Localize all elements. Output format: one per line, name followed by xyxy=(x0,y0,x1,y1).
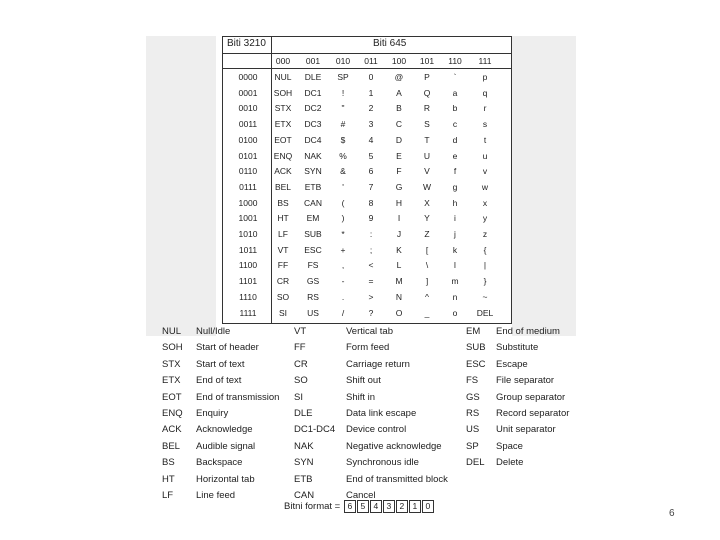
table-cell: t xyxy=(483,134,487,145)
glossary-abbr: LF xyxy=(162,490,174,501)
bit-format-label: Bitni format = xyxy=(284,501,341,512)
control-code-glossary xyxy=(160,322,580,502)
table-cell: DEL xyxy=(476,307,494,318)
bit-format xyxy=(284,500,434,513)
table-cell: ACK xyxy=(274,166,292,177)
table-cell: ESC xyxy=(304,244,322,255)
table-cell: * xyxy=(341,229,345,239)
glossary-description: Shift out xyxy=(346,375,381,387)
column-header: 000 xyxy=(275,56,291,66)
table-cell: R xyxy=(423,103,431,114)
glossary-description: Start of header xyxy=(196,342,259,354)
glossary-description: Space xyxy=(496,440,523,452)
table-cell: # xyxy=(340,119,346,130)
table-cell: ( xyxy=(341,197,345,208)
table-cell: SUB xyxy=(304,229,322,239)
glossary-description: Cancel xyxy=(346,490,376,501)
table-cell: & xyxy=(340,166,346,177)
table-cell: S xyxy=(424,119,430,130)
column-header: 111 xyxy=(478,56,492,66)
glossary-description: Device control xyxy=(346,424,407,436)
table-cell: US xyxy=(307,307,319,318)
glossary-abbr: SI xyxy=(294,391,303,403)
glossary-description: End of transmission xyxy=(196,391,280,403)
glossary-abbr: DC1-DC4 xyxy=(294,424,336,436)
table-cell: ETX xyxy=(274,119,292,130)
table-cell: % xyxy=(339,150,347,161)
table-cell: c xyxy=(452,119,458,130)
glossary-description: Enquiry xyxy=(196,408,229,419)
table-cell: ) xyxy=(341,213,345,224)
bit-box: 1 xyxy=(409,500,421,513)
glossary-abbr: ENQ xyxy=(162,408,183,419)
table-cell: + xyxy=(340,244,346,255)
column-header: 001 xyxy=(305,56,321,66)
glossary-abbr: SOH xyxy=(162,342,183,354)
glossary-description: Delete xyxy=(496,457,524,469)
row-bits-label: 1000 xyxy=(238,197,258,208)
glossary-abbr: HT xyxy=(162,473,175,485)
table-cell: E xyxy=(396,150,402,161)
table-cell: m xyxy=(451,276,459,287)
glossary-description: Group separator xyxy=(496,391,566,403)
ghost-text-left xyxy=(146,36,216,336)
glossary-description: Escape xyxy=(496,358,528,370)
table-cell: 3 xyxy=(368,119,374,130)
table-cell: J xyxy=(396,229,402,239)
table-cell: ETB xyxy=(304,181,322,192)
column-header: 101 xyxy=(419,56,435,66)
table-cell: g xyxy=(452,181,458,192)
table-cell: SOH xyxy=(273,87,293,98)
table-cell: = xyxy=(368,276,374,287)
table-cell: DC1 xyxy=(304,87,322,98)
glossary-abbr: NUL xyxy=(162,326,182,337)
table-cell: N xyxy=(395,291,403,302)
glossary-abbr: FS xyxy=(466,375,479,387)
table-cell: 8 xyxy=(368,197,374,208)
table-cell: ! xyxy=(341,87,345,98)
table-cell: { xyxy=(483,244,487,255)
table-cell: h xyxy=(452,197,458,208)
table-cell: v xyxy=(482,166,488,177)
glossary-description: Audible signal xyxy=(196,440,256,452)
table-cell: FF xyxy=(277,260,289,271)
bit-box: 0 xyxy=(422,500,434,513)
table-cell: Z xyxy=(424,229,430,239)
table-cell: z xyxy=(482,229,488,239)
table-cell: NUL xyxy=(274,72,292,82)
glossary-abbr: EM xyxy=(466,326,481,337)
table-cell: B xyxy=(396,103,402,114)
table-cell: u xyxy=(482,150,488,161)
bits-3210-label: Biti 3210 xyxy=(227,38,266,49)
table-cell: k xyxy=(452,244,458,255)
glossary-description: Record separator xyxy=(496,408,570,419)
glossary-abbr: SO xyxy=(294,375,308,387)
bits-645-label: Biti 645 xyxy=(373,38,407,49)
table-cell: e xyxy=(452,150,458,161)
table-cell: f xyxy=(453,166,457,177)
table-cell: I xyxy=(397,213,401,224)
table-cell: s xyxy=(482,119,488,130)
row-bits-label: 0110 xyxy=(238,166,258,177)
table-cell: " xyxy=(341,103,345,114)
table-cell: o xyxy=(452,307,458,318)
glossary-abbr: CAN xyxy=(294,490,315,501)
table-cell: O xyxy=(395,307,403,318)
glossary-description: Acknowledge xyxy=(196,424,253,436)
table-cell: ] xyxy=(425,276,429,287)
table-cell: a xyxy=(452,87,458,98)
ghost-text-right xyxy=(512,36,576,336)
table-cell: 9 xyxy=(368,213,374,224)
bit-box: 5 xyxy=(357,500,369,513)
table-cell: BS xyxy=(277,197,289,208)
table-cell: } xyxy=(483,276,487,287)
table-cell: p xyxy=(482,72,488,82)
row-bits-label: 1111 xyxy=(239,307,257,318)
table-cell: n xyxy=(452,291,458,302)
table-cell: w xyxy=(481,181,489,192)
table-cell: / xyxy=(341,307,345,318)
table-cell: Y xyxy=(424,213,430,224)
table-cell: V xyxy=(424,166,430,177)
glossary-abbr: ETB xyxy=(294,473,313,485)
row-bits-label: 0000 xyxy=(238,72,258,82)
glossary-abbr: ESC xyxy=(466,358,486,370)
row-bits-label: 1001 xyxy=(238,213,258,224)
table-cell: K xyxy=(396,244,402,255)
table-cell: LF xyxy=(278,229,288,239)
glossary-abbr: FF xyxy=(294,342,306,354)
table-cell: 0 xyxy=(368,72,374,82)
table-cell: 6 xyxy=(368,166,374,177)
bit-box: 2 xyxy=(396,500,408,513)
table-cell: CAN xyxy=(304,197,322,208)
glossary-description: End of transmitted block xyxy=(346,473,448,485)
table-cell: ENQ xyxy=(273,150,293,161)
glossary-abbr: SUB xyxy=(466,342,486,354)
column-header: 010 xyxy=(335,56,351,66)
glossary-description: Null/Idle xyxy=(196,326,231,337)
glossary-description: Form feed xyxy=(346,342,390,354)
glossary-description: Line feed xyxy=(196,490,236,501)
glossary-abbr: BS xyxy=(162,457,175,469)
bit-box: 4 xyxy=(370,500,382,513)
glossary-abbr: VT xyxy=(294,326,307,337)
table-cell: X xyxy=(424,197,430,208)
glossary-abbr: DEL xyxy=(466,457,485,469)
table-cell: SYN xyxy=(304,166,322,177)
glossary-description: Horizontal tab xyxy=(196,473,255,485)
bit-box: 3 xyxy=(383,500,395,513)
table-cell: RS xyxy=(307,291,319,302)
bits-header-row xyxy=(223,37,511,54)
table-cell: L xyxy=(396,260,402,271)
glossary-description: Negative acknowledge xyxy=(346,440,442,452)
glossary-abbr: SP xyxy=(466,440,479,452)
glossary-abbr: NAK xyxy=(294,440,314,452)
table-cell: . xyxy=(341,291,345,302)
table-cell: , xyxy=(341,260,345,271)
glossary-abbr: EOT xyxy=(162,391,182,403)
table-cell: j xyxy=(454,229,456,239)
table-cell: DC3 xyxy=(304,119,322,130)
row-bits-label: 1100 xyxy=(238,260,258,271)
glossary-abbr: STX xyxy=(162,358,181,370)
glossary-abbr: US xyxy=(466,424,480,436)
table-cell: _ xyxy=(424,307,430,318)
row-bits-label: 0010 xyxy=(238,103,258,114)
glossary-description: Synchronous idle xyxy=(346,457,419,469)
table-cell: - xyxy=(341,276,345,287)
glossary-description: Shift in xyxy=(346,391,376,403)
table-cell: : xyxy=(369,229,373,239)
table-cell: 7 xyxy=(368,181,374,192)
table-cell: 4 xyxy=(368,134,374,145)
table-cell: A xyxy=(396,87,402,98)
table-cell: @ xyxy=(394,72,404,82)
row-bits-label: 1110 xyxy=(239,291,257,302)
table-cell: SI xyxy=(278,307,288,318)
table-cell: M xyxy=(395,276,403,287)
table-cell: NAK xyxy=(304,150,322,161)
table-cell: 1 xyxy=(368,87,374,98)
table-cell: BEL xyxy=(274,181,292,192)
table-cell: DLE xyxy=(304,72,322,82)
table-cell: < xyxy=(368,260,374,271)
glossary-description: Unit separator xyxy=(496,424,556,436)
glossary-description: File separator xyxy=(496,375,555,387)
glossary-abbr: GS xyxy=(466,391,480,403)
table-cell: VT xyxy=(277,244,289,255)
table-cell: HT xyxy=(277,213,289,224)
table-cell: l xyxy=(454,260,456,271)
table-cell: ; xyxy=(369,244,373,255)
table-cell: ^ xyxy=(425,291,429,302)
table-cell: T xyxy=(424,134,430,145)
table-cell: EOT xyxy=(274,134,292,145)
row-bits-label: 1010 xyxy=(238,229,258,239)
row-bits-label: 0111 xyxy=(239,181,257,192)
row-bits-label: 1011 xyxy=(238,244,258,255)
table-cell: 5 xyxy=(368,150,374,161)
row-bits-label: 0011 xyxy=(238,119,258,130)
table-cell: STX xyxy=(274,103,292,114)
table-cell: ` xyxy=(453,72,457,82)
table-cell: DC4 xyxy=(304,134,322,145)
table-cell: SP xyxy=(337,72,349,82)
table-cell: d xyxy=(452,134,458,145)
table-cell: GS xyxy=(306,276,320,287)
table-cell: U xyxy=(423,150,431,161)
table-cell: C xyxy=(395,119,403,130)
table-cell: CR xyxy=(276,276,290,287)
glossary-description: Carriage return xyxy=(346,358,410,370)
table-cell: SO xyxy=(276,291,290,302)
table-cell: W xyxy=(422,181,432,192)
ascii-code-table xyxy=(222,36,512,324)
bit-format-boxes xyxy=(343,501,434,512)
table-cell: b xyxy=(452,103,458,114)
glossary-abbr: ETX xyxy=(162,375,181,387)
table-cell: q xyxy=(482,87,488,98)
glossary-description: Backspace xyxy=(196,457,243,469)
glossary-description: Vertical tab xyxy=(346,326,393,337)
glossary-description: Data link escape xyxy=(346,408,417,419)
row-bits-label: 0100 xyxy=(238,134,258,145)
column-header: 110 xyxy=(448,56,462,66)
glossary-abbr: RS xyxy=(466,408,480,419)
table-cell: \ xyxy=(425,260,429,271)
table-cell: 2 xyxy=(368,103,374,114)
table-cell: FS xyxy=(307,260,319,271)
glossary-abbr: ACK xyxy=(162,424,182,436)
table-cell: > xyxy=(368,291,374,302)
glossary-abbr: CR xyxy=(294,358,308,370)
table-cell: i xyxy=(454,213,456,224)
column-header: 100 xyxy=(391,56,407,66)
table-cell: EM xyxy=(306,213,320,224)
table-cell: y xyxy=(482,213,488,224)
table-cell: D xyxy=(395,134,403,145)
table-cell: ? xyxy=(368,307,374,318)
table-cell: r xyxy=(483,103,487,114)
table-cell: $ xyxy=(340,134,346,145)
glossary-description: Start of text xyxy=(196,358,245,370)
table-cell: ~ xyxy=(482,291,488,302)
column-header: 011 xyxy=(364,56,378,66)
glossary-description: End of text xyxy=(196,375,242,387)
table-cell: G xyxy=(395,181,403,192)
row-bits-label: 1101 xyxy=(238,276,258,287)
glossary-abbr: BEL xyxy=(162,440,180,452)
table-cell: ' xyxy=(342,181,344,192)
bit-box: 6 xyxy=(344,500,356,513)
glossary-description: Substitute xyxy=(496,342,539,354)
column-header-row xyxy=(223,54,511,69)
table-cell: x xyxy=(482,197,488,208)
table-cell: Q xyxy=(423,87,431,98)
glossary-abbr: DLE xyxy=(294,408,313,419)
slide-number: 6 xyxy=(669,508,675,519)
table-cell: F xyxy=(396,166,402,177)
table-cell: H xyxy=(395,197,403,208)
glossary-description: End of medium xyxy=(496,326,560,337)
glossary-abbr: SYN xyxy=(294,457,314,469)
table-cell: [ xyxy=(425,244,429,255)
table-cell: | xyxy=(483,260,487,271)
row-bits-label: 0001 xyxy=(238,87,258,98)
table-cell: P xyxy=(424,72,430,82)
table-cell: DC2 xyxy=(304,103,322,114)
row-bits-label: 0101 xyxy=(238,150,258,161)
